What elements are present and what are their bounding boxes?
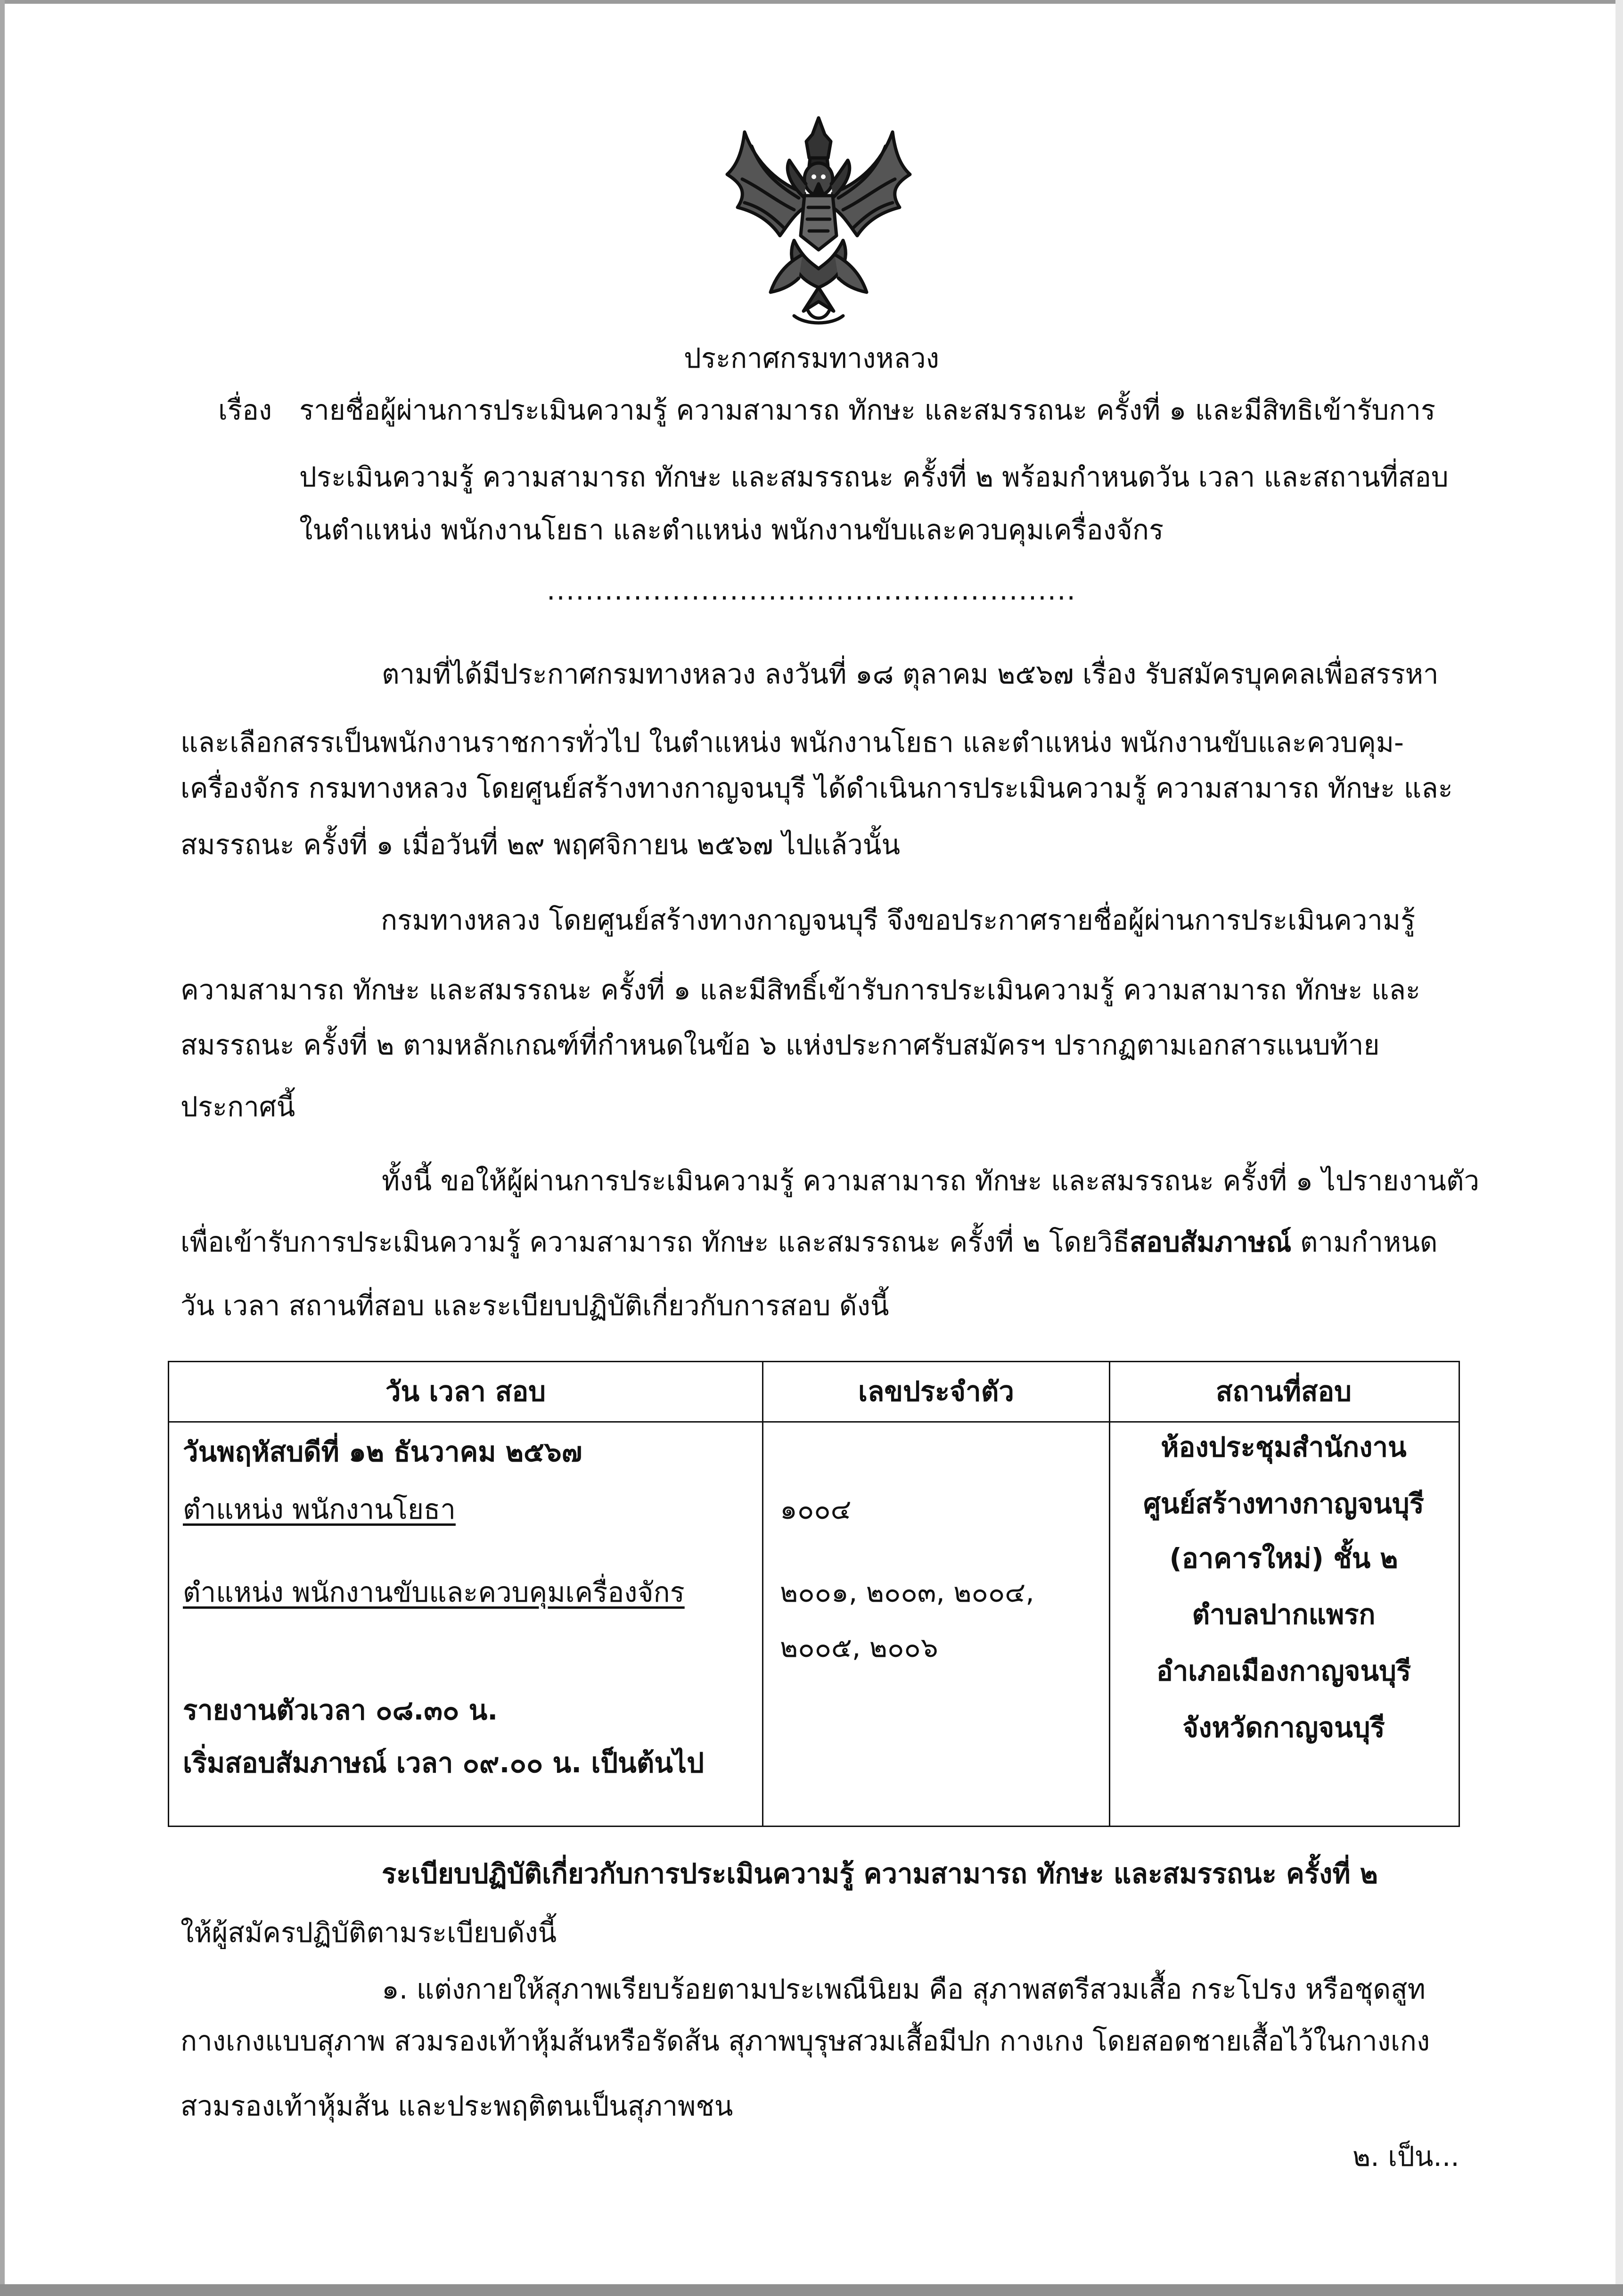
rule-1-line-1: ๑. แต่งกายให้สุภาพเรียบร้อยตามประเพณีนิยม คือ สุภาพสตรีสวมเสื้อ กระโปรง หรือชุดสูท	[382, 1973, 1426, 2005]
venue-line-5: อำเภอเมืองกาญจนบุรี	[1156, 1655, 1411, 1687]
rule-1-line-2: กางเกงแบบสุภาพ สวมรองเท้าหุ้มส้นหรือรัดส้น สุภาพบุรุษสวมเสื้อมีปก กางเกง โดยสอดชายเสื้อไว้ในกางเกง	[180, 2025, 1430, 2057]
para3-line-1: ทั้งนี้ ขอให้ผู้ผ่านการประเมินความรู้ ความสามารถ ทักษะ และสมรรถนะ ครั้งที่ ๑ ไปรายงานตัว	[382, 1165, 1480, 1197]
announcement-title: ประกาศกรมทางหลวง	[684, 342, 939, 374]
subject-line-2: ประเมินความรู้ ความสามารถ ทักษะ และสมรรถนะ ครั้งที่ ๒ พร้อมกำหนดวัน เวลา และสถานที่สอบ	[299, 461, 1449, 493]
subject-line-1: รายชื่อผู้ผ่านการประเมินความรู้ ความสามารถ ทักษะ และสมรรถนะ ครั้งที่ ๑ และมีสิทธิเข้ารับการ	[299, 394, 1436, 426]
para2-line-3: สมรรถนะ ครั้งที่ ๒ ตามหลักเกณฑ์ที่กำหนดในข้อ ๖ แห่งประกาศรับสมัครฯ ปรากฏตามเอกสารแนบท้าย	[180, 1029, 1380, 1061]
table-divider-1	[762, 1361, 763, 1826]
para1-line-4: สมรรถนะ ครั้งที่ ๑ เมื่อวันที่ ๒๙ พฤศจิกายน ๒๕๖๗ ไปแล้วนั้น	[180, 829, 901, 861]
para1-line-3: เครื่องจักร กรมทางหลวง โดยศูนย์สร้างทางกาญจนบุรี ได้ดำเนินการประเมินความรู้ ความสามารถ ทักษะ และ	[180, 772, 1453, 804]
scan-edge-bottom	[0, 2284, 1623, 2296]
rules-heading: ระเบียบปฏิบัติเกี่ยวกับการประเมินความรู้ ความสามารถ ทักษะ และสมรรถนะ ครั้งที่ ๒	[382, 1858, 1378, 1890]
id-numbers-operator-line-1: ๒๐๐๑, ๒๐๐๓, ๒๐๐๔,	[780, 1576, 1034, 1608]
para3-text-end: ตามกำหนด	[1291, 1226, 1438, 1258]
para2-line-1: กรมทางหลวง โดยศูนย์สร้างทางกาญจนบุรี จึงขอประกาศรายชื่อผู้ผ่านการประเมินความรู้	[381, 904, 1416, 936]
venue-line-1: ห้องประชุมสำนักงาน	[1161, 1431, 1407, 1463]
id-numbers-operator-line-2: ๒๐๐๕, ๒๐๐๖	[780, 1631, 938, 1663]
report-time: รายงานตัวเวลา ๐๘.๓๐ น.	[183, 1694, 498, 1726]
para3-text: เพื่อเข้ารับการประเมินความรู้ ความสามารถ ทักษะ และสมรรถนะ ครั้งที่ ๒ โดยวิธี	[180, 1226, 1130, 1258]
scan-edge-top	[0, 0, 1623, 4]
id-numbers-civil-worker: ๑๐๐๔	[780, 1493, 852, 1525]
subject-line-3: ในตำแหน่ง พนักงานโยธา และตำแหน่ง พนักงานขับและควบคุมเครื่องจักร	[299, 514, 1164, 546]
rules-intro: ให้ผู้สมัครปฏิบัติตามระเบียบดังนี้	[180, 1917, 557, 1949]
separator-dots: .......................................................	[546, 574, 1076, 606]
rule-1-line-3: สวมรองเท้าหุ้มส้น และประพฤติตนเป็นสุภาพชน	[180, 2090, 733, 2122]
para2-line-4: ประกาศนี้	[180, 1091, 295, 1123]
venue-line-3: (อาคารใหม่) ชั้น ๒	[1169, 1542, 1398, 1574]
para1-line-2: และเลือกสรรเป็นพนักงานราชการทั่วไป ในตำแหน่ง พนักงานโยธา และตำแหน่ง พนักงานขับและควบคุม-	[180, 726, 1404, 758]
position-machine-operator: ตำแหน่ง พนักงานขับและควบคุมเครื่องจักร	[183, 1576, 685, 1608]
exam-date: วันพฤหัสบดีที่ ๑๒ ธันวาคม ๒๕๖๗	[183, 1436, 582, 1468]
venue-line-4: ตำบลปากแพรก	[1192, 1598, 1376, 1630]
para1-line-1: ตามที่ได้มีประกาศกรมทางหลวง ลงวันที่ ๑๘ ตุลาคม ๒๕๖๗ เรื่อง รับสมัครบุคคลเพื่อสรรหา	[382, 658, 1439, 690]
venue-line-2: ศูนย์สร้างทางกาญจนบุรี	[1143, 1488, 1424, 1520]
table-header-divider	[168, 1421, 1459, 1423]
garuda-emblem-icon	[723, 113, 914, 328]
para3-line-3: วัน เวลา สถานที่สอบ และระเบียบปฏิบัติเกี่ยวกับการสอบ ดังนี้	[180, 1290, 889, 1322]
para2-line-2: ความสามารถ ทักษะ และสมรรถนะ ครั้งที่ ๑ และมีสิทธิ์เข้ารับการประเมินความรู้ ความสามารถ ทักษะ และ	[180, 974, 1421, 1006]
header-id-number: เลขประจำตัว	[858, 1375, 1014, 1407]
header-exam-venue: สถานที่สอบ	[1215, 1375, 1352, 1407]
interview-start-time: เริ่มสอบสัมภาษณ์ เวลา ๐๙.๐๐ น. เป็นต้นไป	[183, 1747, 704, 1779]
position-civil-worker: ตำแหน่ง พนักงานโยธา	[183, 1493, 456, 1525]
venue-line-6: จังหวัดกาญจนบุรี	[1182, 1712, 1385, 1744]
interview-method: สอบสัมภาษณ์	[1129, 1226, 1292, 1258]
continuation-marker: ๒. เป็น...	[1352, 2140, 1459, 2173]
header-exam-datetime: วัน เวลา สอบ	[385, 1375, 546, 1407]
subject-label: เรื่อง	[218, 394, 272, 426]
para3-line-2	[180, 1223, 1438, 1261]
